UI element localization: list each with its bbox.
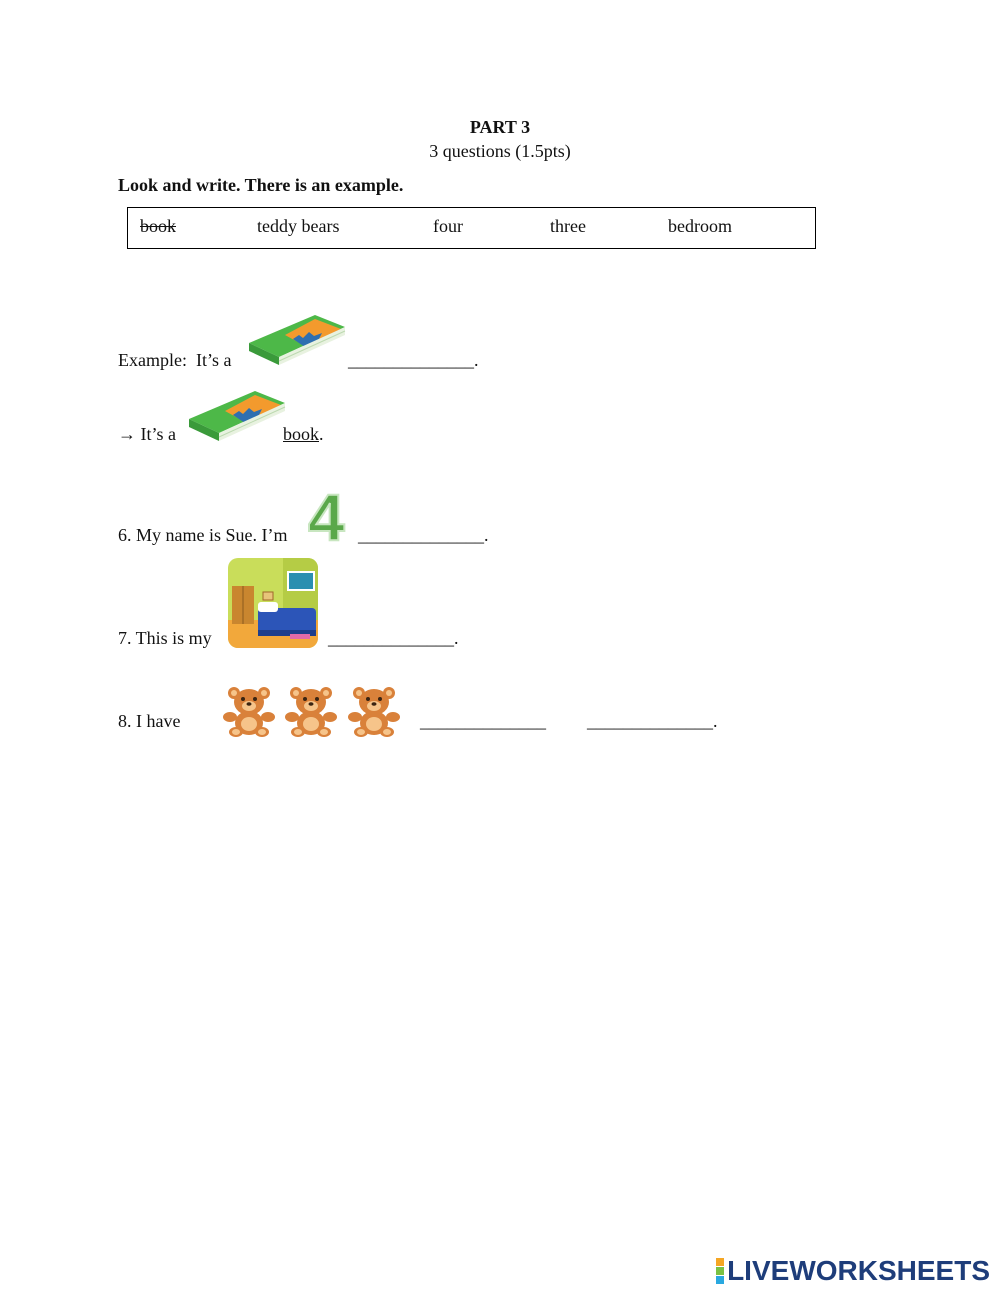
book-icon — [185, 381, 287, 445]
logo-text: LIVEWORKSHEETS — [727, 1255, 990, 1286]
question-8-blank-2: ______________. — [587, 711, 718, 731]
question-6-blank: ______________. — [358, 525, 489, 545]
word-bank-item-three: three — [550, 216, 586, 236]
teddy-bear-icon — [347, 685, 401, 737]
example-answer-period: . — [319, 424, 324, 444]
question-7-blank: ______________. — [328, 628, 459, 648]
example-blank: ______________. — [348, 350, 479, 370]
logo-square-icon — [716, 1258, 724, 1266]
book-icon — [245, 305, 347, 369]
bedroom-icon — [228, 558, 318, 648]
word-bank-item-teddy-bears: teddy bears — [257, 216, 340, 236]
number-four-image: 4 — [308, 480, 345, 554]
liveworksheets-logo — [716, 1255, 990, 1287]
word-bank-item-four: four — [433, 216, 463, 236]
logo-squares-icon — [716, 1258, 724, 1284]
question-8-text: 8. I have — [118, 711, 181, 731]
word-bank-item-book: book — [140, 216, 176, 236]
logo-square-icon — [716, 1276, 724, 1284]
word-bank-item-bedroom: bedroom — [668, 216, 732, 236]
teddy-bear-icon — [222, 685, 276, 737]
example-answer-word: book — [283, 424, 319, 444]
instruction-text: Look and write. There is an example. — [118, 175, 404, 195]
example-answer-prefix: → It’s a — [118, 424, 176, 444]
example-answer — [283, 424, 324, 445]
question-8-blank-1: ______________ — [420, 711, 546, 731]
question-6-text: 6. My name is Sue. I’m — [118, 525, 288, 545]
question-7-text: 7. This is my — [118, 628, 212, 648]
logo-square-icon — [716, 1267, 724, 1275]
teddy-bear-icon — [284, 685, 338, 737]
word-bank-box — [127, 207, 816, 249]
example-sentence: Example: It’s a — [118, 350, 232, 370]
part-title: PART 3 — [469, 117, 531, 137]
part-subtitle: 3 questions (1.5pts) — [429, 141, 571, 161]
